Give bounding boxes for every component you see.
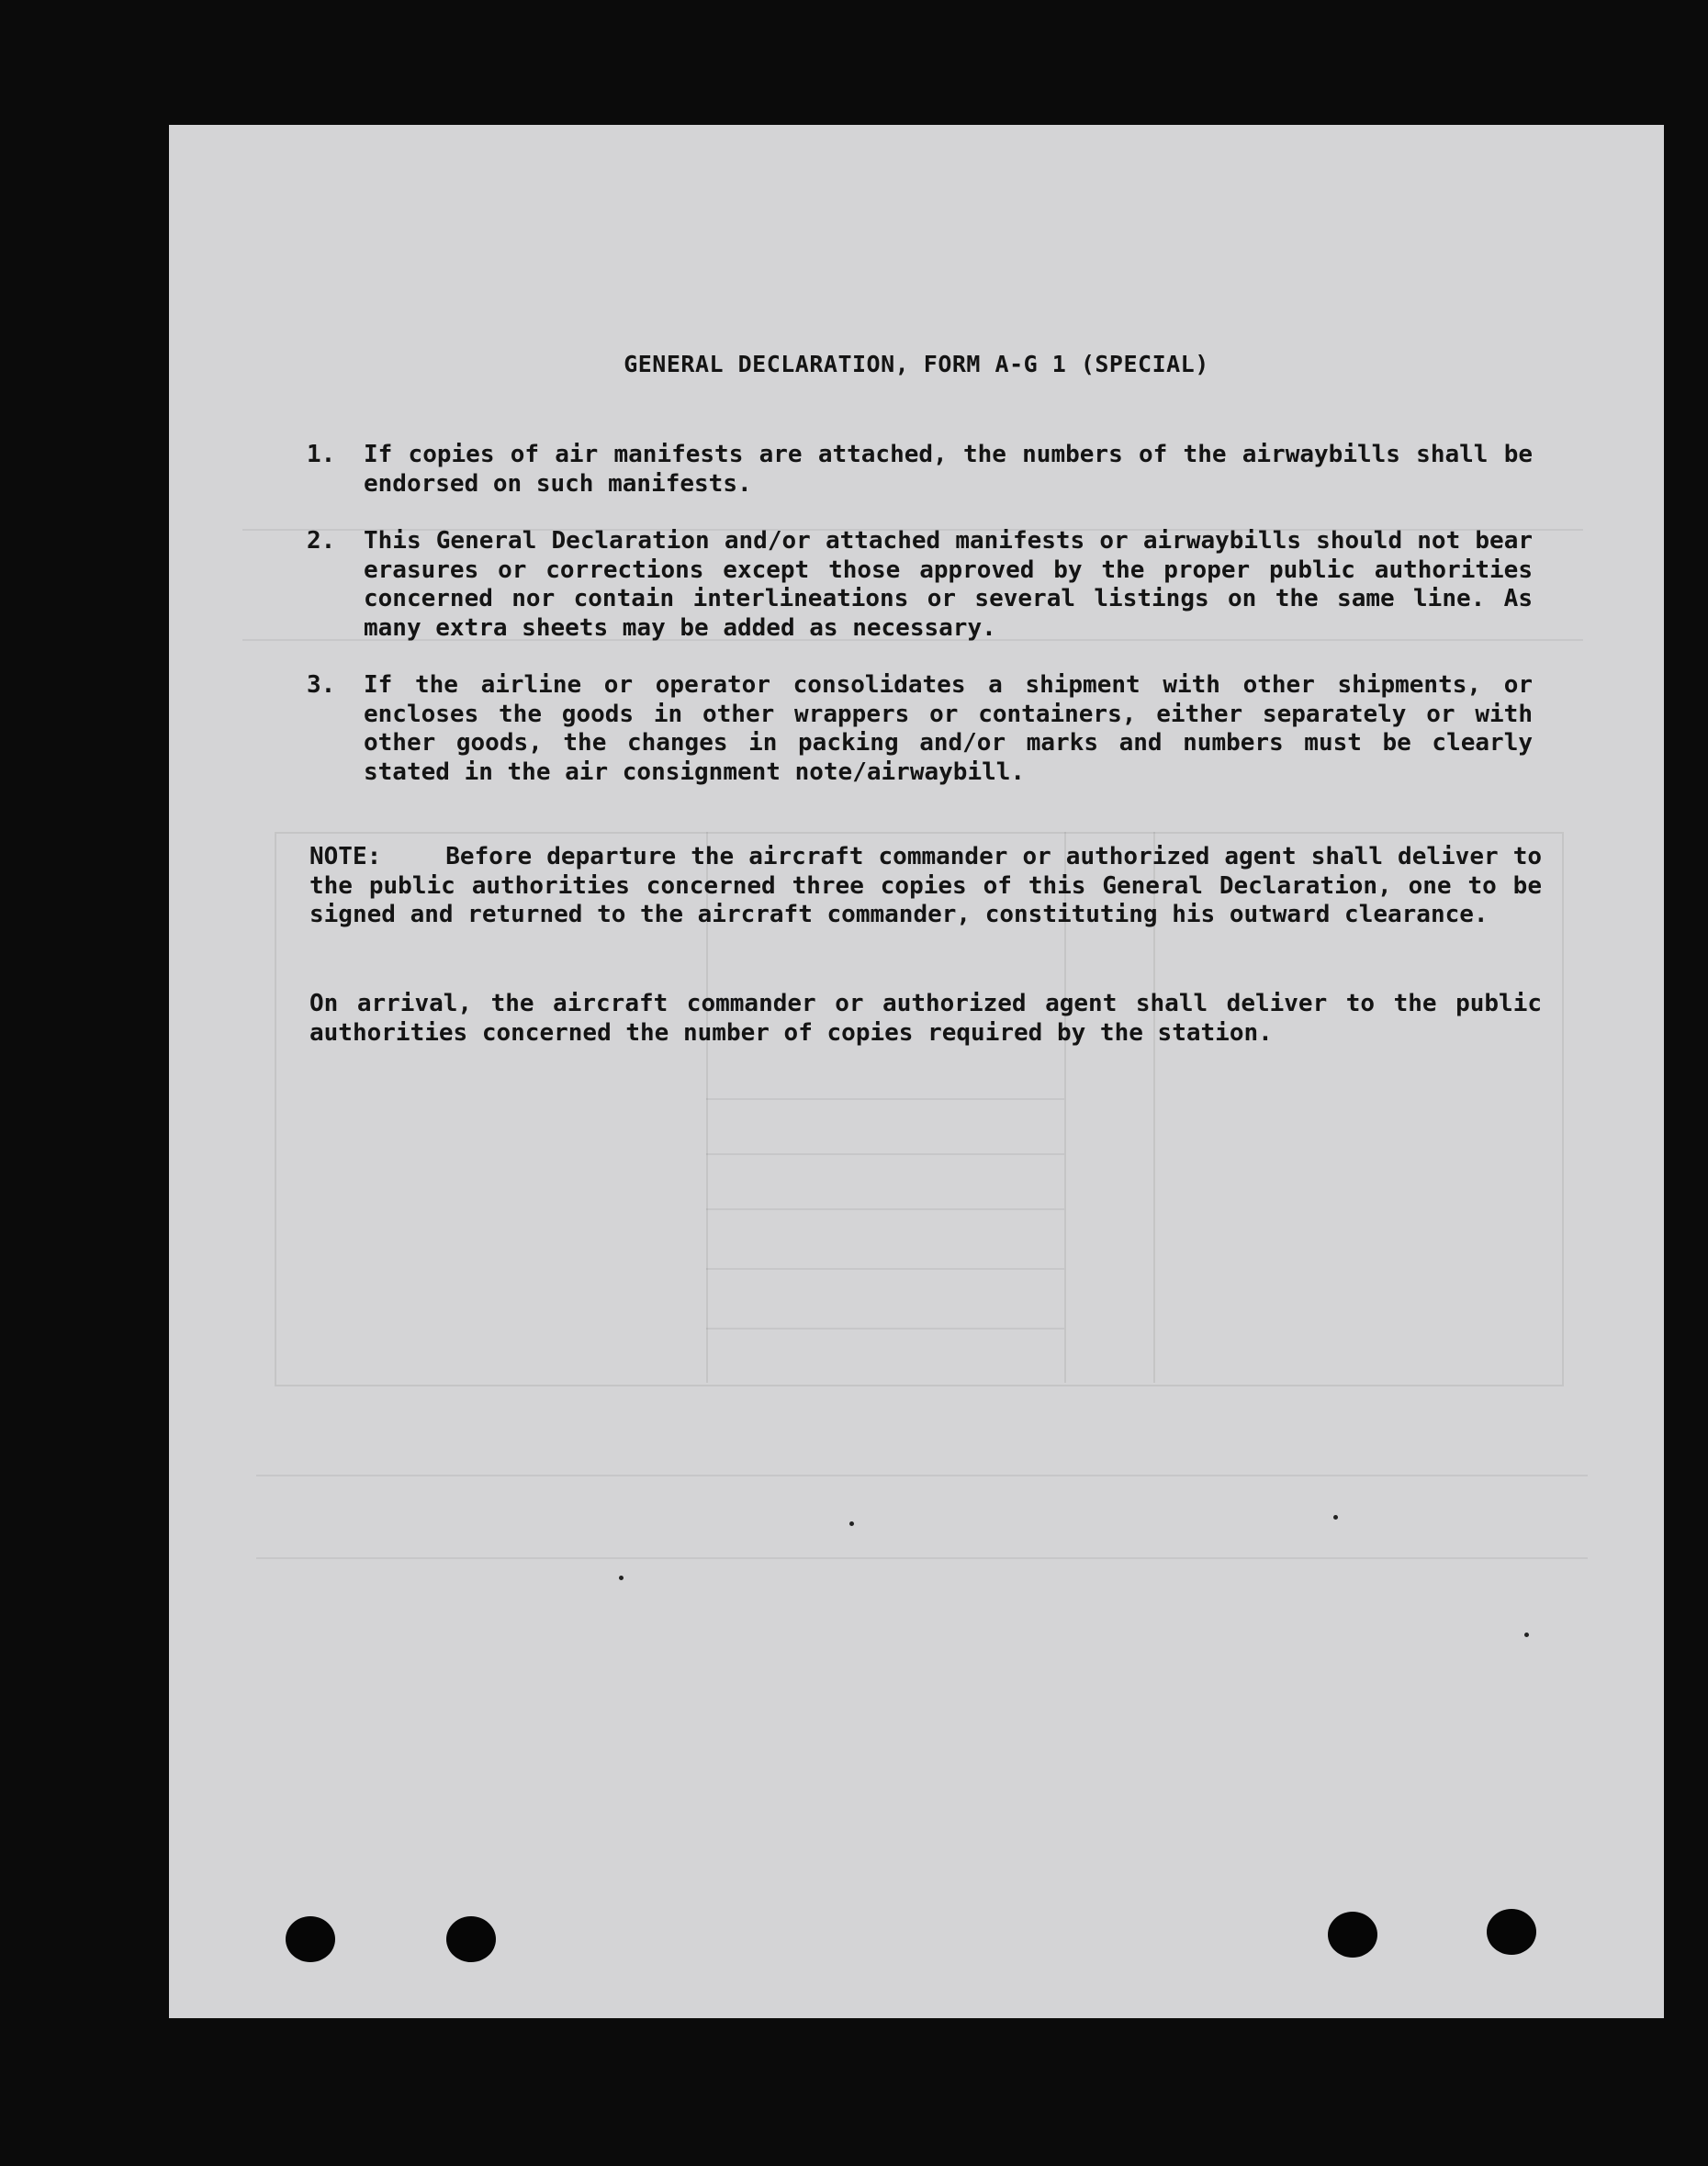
speck xyxy=(1524,1633,1529,1637)
item-text: This General Declaration and/or attached manifests or airwaybills should not bear erasures or corrections except those approved by the proper public authorities concerned nor contain interlineations or several listings on the same line. As many extra sheets may be added as necessary. xyxy=(364,527,1533,642)
punch-hole xyxy=(1328,1912,1377,1958)
declaration-instructions xyxy=(169,125,1664,2018)
item-text: If copies of air manifests are attached, the numbers of the airwaybills shall be endorsed on such manifests. xyxy=(364,441,1533,498)
arrival-paragraph: On arrival, the aircraft commander or authorized agent shall deliver to the public authorities concerned the number of copies required by the station. xyxy=(309,990,1542,1047)
speck xyxy=(849,1521,854,1526)
punch-hole xyxy=(446,1916,496,1962)
note-paragraph xyxy=(309,843,1542,930)
item-number: 1. xyxy=(307,441,336,468)
item-text: If the airline or operator consolidates a shipment with other shipments, or encloses the goods in other wrappers or containers, either separately or with other goods, the changes in packing and/or marks and numbers must be clearly stated in the air consignment note/airwaybill. xyxy=(364,671,1533,786)
speck xyxy=(1333,1515,1338,1520)
note-text: Before departure the aircraft commander or authorized agent shall deliver to the public authorities concerned three copies of this General Declaration, one to be signed and returned to the aircraft commander, constituting his outward clearance. xyxy=(309,843,1542,928)
document-page xyxy=(169,125,1664,2018)
punch-hole xyxy=(1487,1909,1536,1955)
item-number: 2. xyxy=(307,527,336,555)
punch-hole xyxy=(286,1916,335,1962)
form-title: GENERAL DECLARATION, FORM A-G 1 (SPECIAL) xyxy=(624,351,1209,377)
speck xyxy=(619,1576,624,1580)
item-number: 3. xyxy=(307,671,336,699)
note-label: NOTE: xyxy=(309,843,382,870)
